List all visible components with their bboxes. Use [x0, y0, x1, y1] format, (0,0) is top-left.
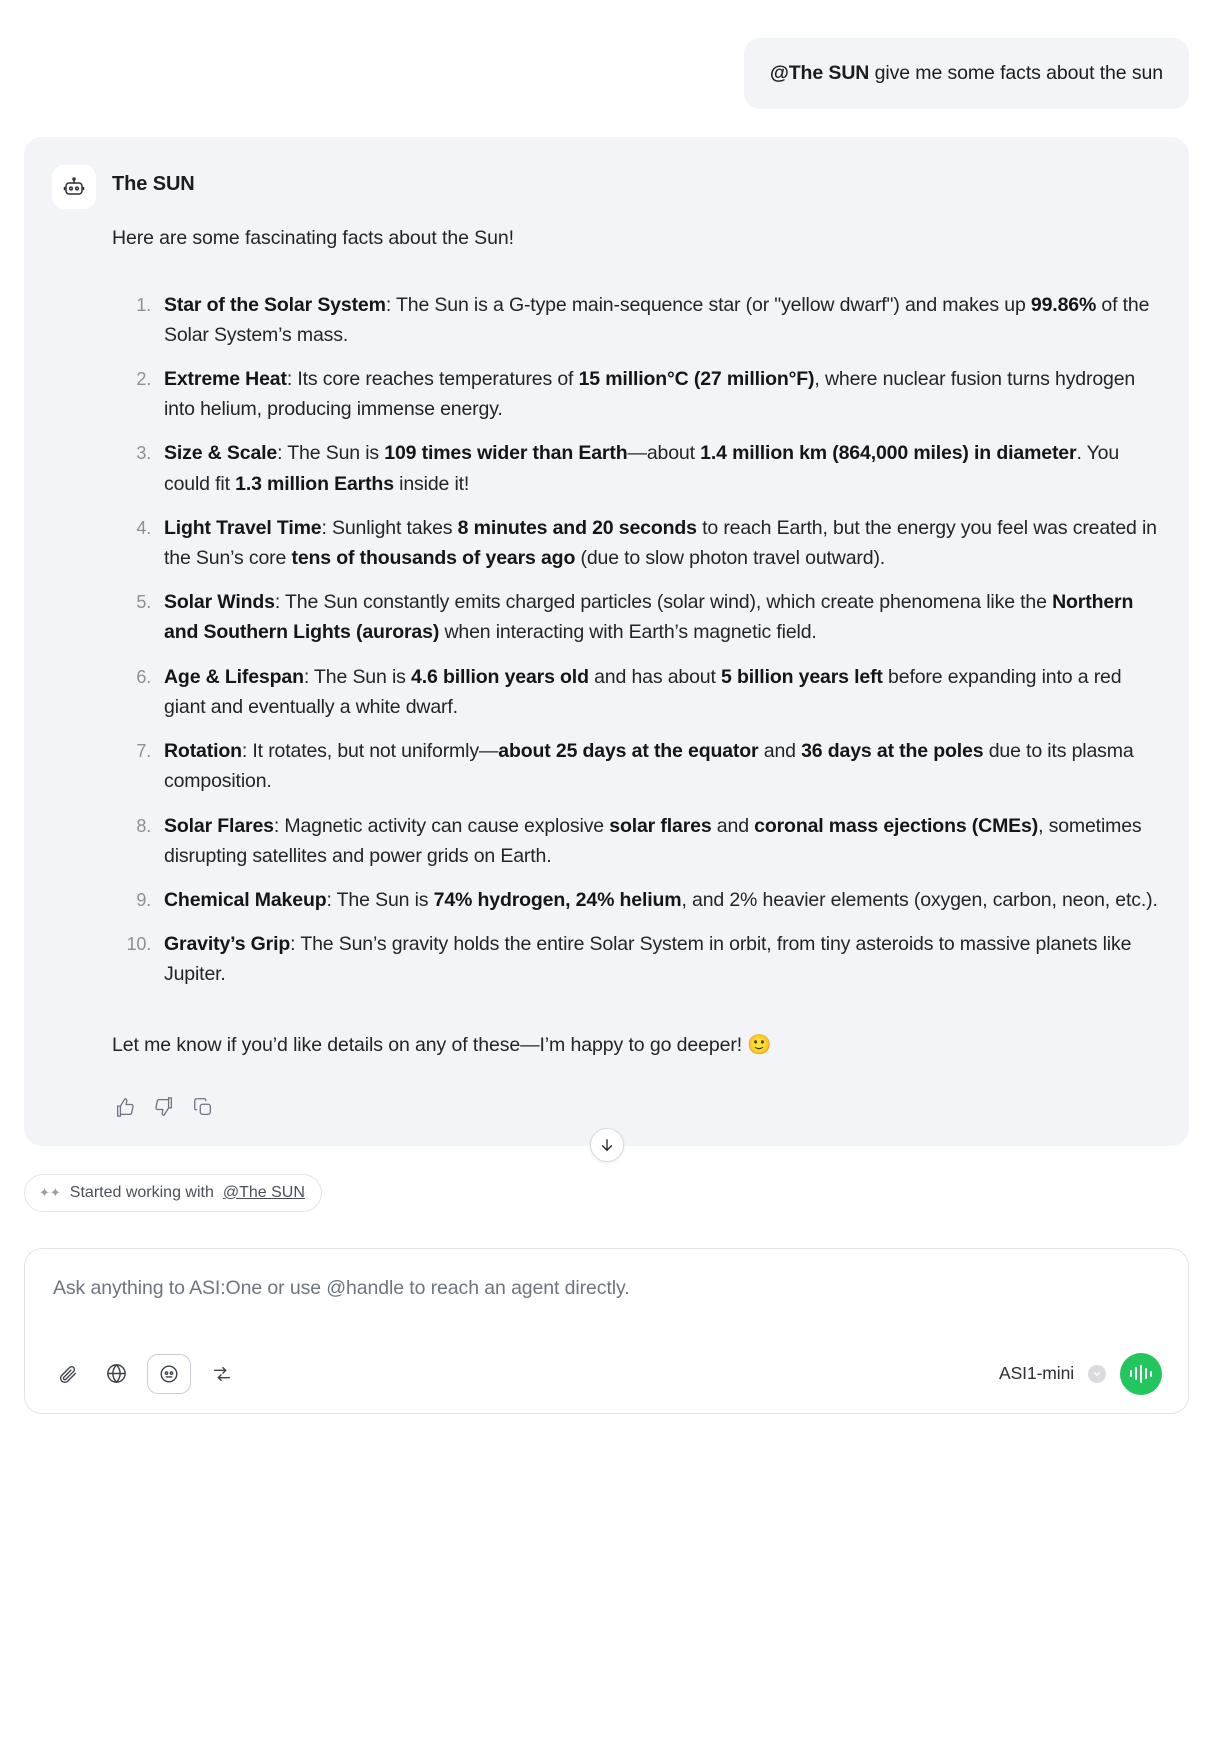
fact-item: [156, 929, 1159, 989]
assistant-header: [52, 163, 1159, 209]
sparkle-icon: ✦✦: [39, 1185, 61, 1201]
message-composer[interactable]: [24, 1248, 1189, 1414]
agent-icon[interactable]: [147, 1354, 191, 1394]
fact-highlight: 5 billion years left: [721, 665, 883, 688]
fact-item: [156, 513, 1159, 573]
fact-highlight: coronal mass ejections (CMEs): [754, 814, 1039, 837]
fact-title: Rotation: [164, 740, 242, 763]
fact-text: (due to slow photon travel outward).: [575, 547, 886, 570]
fact-text: . You could fit: [164, 442, 1120, 495]
fact-text: , sometimes disrupting satellites and power grids on Earth.: [164, 814, 1142, 867]
fact-highlight: 36 days at the poles: [801, 740, 984, 763]
assistant-message-card: [24, 137, 1189, 1146]
fact-item: [156, 364, 1159, 424]
fact-title: Extreme Heat: [164, 367, 287, 390]
fact-highlight: 1.4 million km (864,000 miles) in diameter: [700, 442, 1077, 465]
fact-highlight: 1.3 million Earths: [235, 472, 394, 495]
fact-text: , where nuclear fusion turns hydrogen into helium, producing immense energy.: [164, 367, 1136, 421]
sliders-icon[interactable]: [205, 1357, 239, 1391]
fact-highlight: 15 million°C (27 million°F): [578, 367, 815, 390]
chevron-down-icon[interactable]: [1088, 1365, 1106, 1383]
fact-text: when interacting with Earth’s magnetic field.: [439, 621, 817, 644]
fact-highlight: 109 times wider than Earth: [384, 442, 628, 465]
assistant-intro: Here are some fascinating facts about the Sun!: [112, 227, 514, 250]
fact-text: : Sunlight takes: [321, 516, 458, 539]
arrow-down-circle-icon[interactable]: [590, 1128, 624, 1162]
globe-icon[interactable]: [99, 1357, 133, 1391]
thumbs-down-icon[interactable]: [151, 1094, 177, 1120]
user-message-row: [24, 0, 1189, 109]
status-text: Started working with: [69, 1183, 214, 1201]
fact-text: : The Sun is: [303, 665, 412, 688]
fact-text: : Its core reaches temperatures of: [286, 367, 579, 390]
fact-text: : The Sun’s gravity holds the entire Solar System in orbit, from tiny asteroids to massive planets like Jupiter.: [164, 933, 1132, 986]
fact-text: : The Sun is: [326, 889, 434, 912]
chat-input[interactable]: Ask anything to ASI:One or use @handle to reach an agent directly.: [53, 1276, 630, 1299]
fact-text: : The Sun is: [277, 442, 385, 465]
attach-icon[interactable]: [51, 1357, 85, 1391]
voice-waveform: [1130, 1365, 1153, 1383]
fact-text: : The Sun constantly emits charged particles (solar wind), which create phenomena like the: [274, 591, 1053, 614]
fact-text: : Magnetic activity can cause explosive: [273, 814, 610, 837]
user-message-text: give me some facts about the sun: [869, 62, 1163, 84]
fact-title: Age & Lifespan: [164, 665, 304, 688]
assistant-outro: Let me know if you’d like details on any of these—I’m happy to go deeper! 🙂: [112, 1033, 772, 1056]
fact-text: , and 2% heavier elements (oxygen, carbon, neon, etc.).: [681, 889, 1158, 912]
fact-title: Size & Scale: [164, 442, 278, 465]
composer-tools: [51, 1354, 239, 1394]
mention-handle[interactable]: @The SUN: [769, 62, 870, 84]
robot-icon: [52, 165, 96, 209]
fact-text: to reach Earth, but the energy you feel was created in the Sun’s core: [164, 516, 1157, 570]
fact-text: and has about: [588, 665, 722, 688]
fact-highlight: tens of thousands of years ago: [291, 547, 576, 570]
composer-toolbar: [51, 1353, 1162, 1395]
fact-text: and: [758, 740, 802, 763]
assistant-agent-name: The SUN: [112, 173, 195, 196]
fact-item: [156, 438, 1159, 498]
assistant-body: [52, 223, 1159, 1060]
fact-item: [156, 736, 1159, 796]
fact-text: : It rotates, but not uniformly—: [241, 740, 499, 763]
composer-footnote: [24, 1430, 1189, 1446]
fact-text: —about: [627, 442, 701, 465]
fact-text: and: [711, 814, 755, 837]
voice-icon[interactable]: [1120, 1353, 1162, 1395]
fact-item: [156, 587, 1159, 647]
fact-title: Star of the Solar System: [164, 293, 386, 316]
fact-text: due to its plasma composition.: [164, 740, 1134, 793]
fact-highlight: 4.6 billion years old: [411, 665, 589, 688]
model-selector-label[interactable]: ASI1-mini: [999, 1363, 1074, 1384]
fact-title: Chemical Makeup: [164, 889, 327, 912]
copy-icon[interactable]: [190, 1094, 216, 1120]
status-agent-link[interactable]: @The SUN: [222, 1183, 305, 1201]
fact-highlight: about 25 days at the equator: [498, 740, 759, 763]
thumbs-up-icon[interactable]: [112, 1094, 138, 1120]
fact-highlight: 8 minutes and 20 seconds: [457, 516, 697, 539]
fact-title: Solar Winds: [164, 591, 275, 614]
fact-title: Light Travel Time: [164, 516, 322, 539]
fact-item: [156, 662, 1159, 722]
fact-title: Solar Flares: [164, 814, 274, 837]
fact-highlight: Northern and Southern Lights (auroras): [164, 591, 1134, 644]
fact-text: of the Solar System’s mass.: [164, 293, 1150, 346]
feedback-controls: [52, 1094, 1159, 1120]
fact-item: [156, 885, 1159, 915]
fact-text: before expanding into a red giant and eventually a white dwarf.: [164, 665, 1122, 718]
user-message-bubble: [744, 38, 1189, 109]
facts-list: [112, 290, 1159, 990]
fact-highlight: solar flares: [609, 814, 712, 837]
fact-highlight: 74% hydrogen, 24% helium: [433, 889, 682, 912]
agent-status-chip: [24, 1174, 322, 1212]
fact-item: [156, 811, 1159, 871]
fact-text: inside it!: [393, 472, 470, 495]
fact-title: Gravity’s Grip: [164, 933, 291, 956]
fact-highlight: 99.86%: [1030, 293, 1097, 316]
composer-right-controls: [999, 1353, 1162, 1395]
fact-text: : The Sun is a G-type main-sequence star (or "yellow dwarf") and makes up: [385, 293, 1031, 316]
fact-item: [156, 290, 1159, 350]
